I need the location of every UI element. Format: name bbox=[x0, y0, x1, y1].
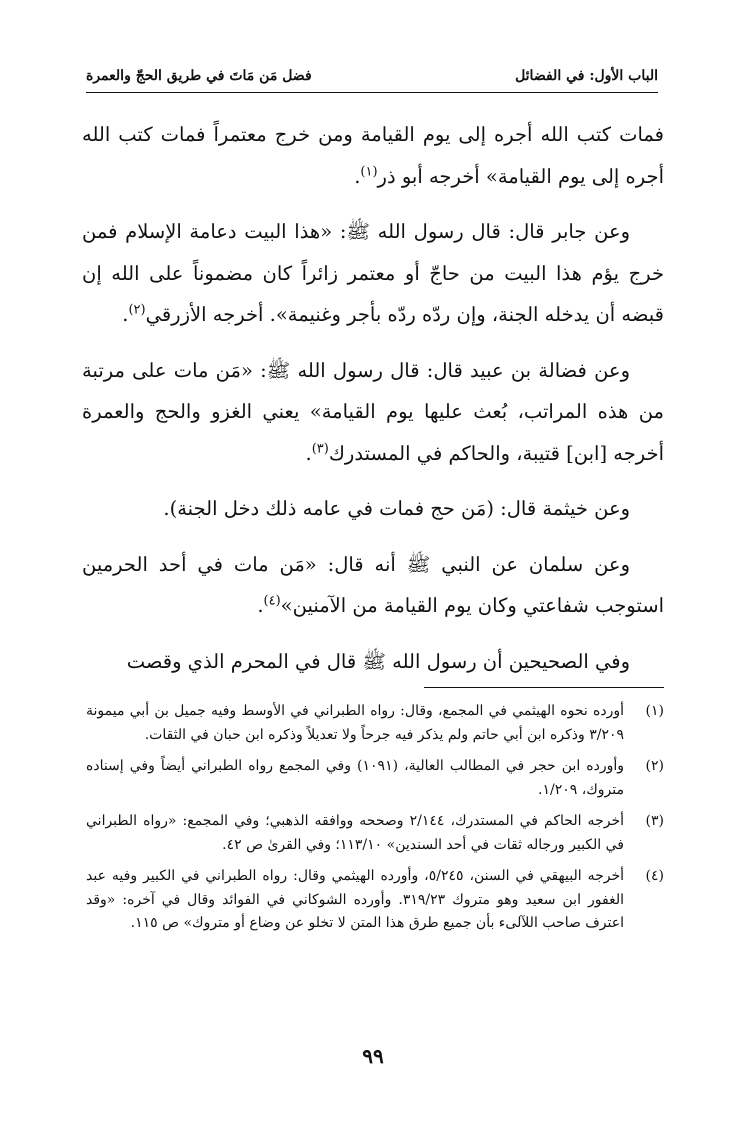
footnote bbox=[86, 755, 664, 802]
footnotes bbox=[86, 700, 664, 944]
footnote bbox=[86, 865, 664, 936]
footnote bbox=[86, 810, 664, 857]
page-number: ٩٩ bbox=[362, 1044, 384, 1068]
footnote-text: أخرجه الحاكم في المستدرك، ٢/١٤٤ وصححه ووافقه الذهبي؛ وفي المجمع: «رواه الطبراني في الكبير ورجاله ثقات في أحد السندين» ١١٣/١٠؛ وفي القرىٰ ص ٤٢. bbox=[86, 813, 624, 853]
paragraph: وعن سلمان عن النبي ﷺ أنه قال: «مَن مات في أحد الحرمين استوجب شفاعتي وكان يوم القيامة من الآمنين»$^{(٤)}$. bbox=[82, 552, 664, 617]
footnote-number: (١) bbox=[645, 703, 664, 719]
footnote-number: (٢) bbox=[645, 758, 664, 774]
footnote-number: (٣) bbox=[645, 813, 664, 829]
chapter-title: الباب الأول: في الفضائل bbox=[515, 68, 658, 84]
footnote-marker: (١) bbox=[360, 164, 378, 179]
footnote-text: وأورده ابن حجر في المطالب العالية، (١٠٩١) وفي المجمع رواه الطبراني أيضاً وفي إسناده متروك، ١/٢٠٩. bbox=[86, 758, 624, 798]
footnote-text: أورده نحوه الهيثمي في المجمع، وقال: رواه الطبراني في الأوسط وفيه جميل بن أبي ميمونة ٣/٢٠٩ وذكره ابن أبي حاتم ولم يذكر فيه جرحاً ولا تعديلاً وذكره ابن حبان في الثقات. bbox=[86, 703, 624, 743]
header-rule bbox=[86, 92, 658, 93]
paragraph: وعن خيثمة قال: (مَن حج فمات في عامه ذلك دخل الجنة). bbox=[163, 497, 630, 520]
footnote-number: (٤) bbox=[645, 868, 664, 884]
paragraph: وفي الصحيحين أن رسول الله ﷺ قال في المحرم الذي وقصت bbox=[126, 649, 630, 673]
paragraph: فمات كتب الله أجره إلى يوم القيامة ومن خرج معتمراً فمات كتب الله أجره إلى يوم القيامة» أخرجه أبو ذر$^{(١)}$. bbox=[82, 123, 664, 188]
footnote-marker: (٤) bbox=[263, 593, 281, 609]
running-header bbox=[86, 58, 658, 84]
paragraph: وعن جابر قال: قال رسول الله ﷺ: «هذا البيت دعامة الإسلام فمن خرج يؤم هذا البيت من حاجّ أو معتمر زائراً كان مضموناً على الله إن قبضه أن يدخله الجنة، وإن ردّه ردّه بأجر وغنيمة». أخرجه الأزرقي$^{(٢)}$. bbox=[82, 220, 664, 326]
section-title: فضل مَن مَاتَ في طريق الحجّ والعمرة bbox=[86, 68, 312, 84]
paragraph: وعن فضالة بن عبيد قال: قال رسول الله ﷺ: «مَن مات على مرتبة من هذه المراتب، بُعث عليها يوم القيامة» يعني الغزو والحج والعمرة أخرجه [ابن] قتيبة، والحاكم في المستدرك$^{(٣)}$. bbox=[82, 358, 664, 465]
footnote-text: أخرجه البيهقي في السنن، ٥/٢٤٥، وأورده الهيثمي وقال: رواه الطبراني في الكبير وفيه عبد الغفور ابن سعيد وهو متروك ٣١٩/٢٣. وأورده الشوكاني في الفوائد وقال في آخره: «وقد اعترف صاحب اللآلىء بأن جميع طرق هذا المتن لا تخلو عن وضاع أو متروك» ص ١١٥. bbox=[86, 868, 625, 931]
main-text bbox=[82, 114, 664, 696]
footnote-marker: (٢) bbox=[128, 302, 146, 318]
footnote-separator bbox=[424, 687, 664, 688]
footnote bbox=[86, 700, 664, 747]
footnote-marker: (٣) bbox=[311, 441, 329, 456]
